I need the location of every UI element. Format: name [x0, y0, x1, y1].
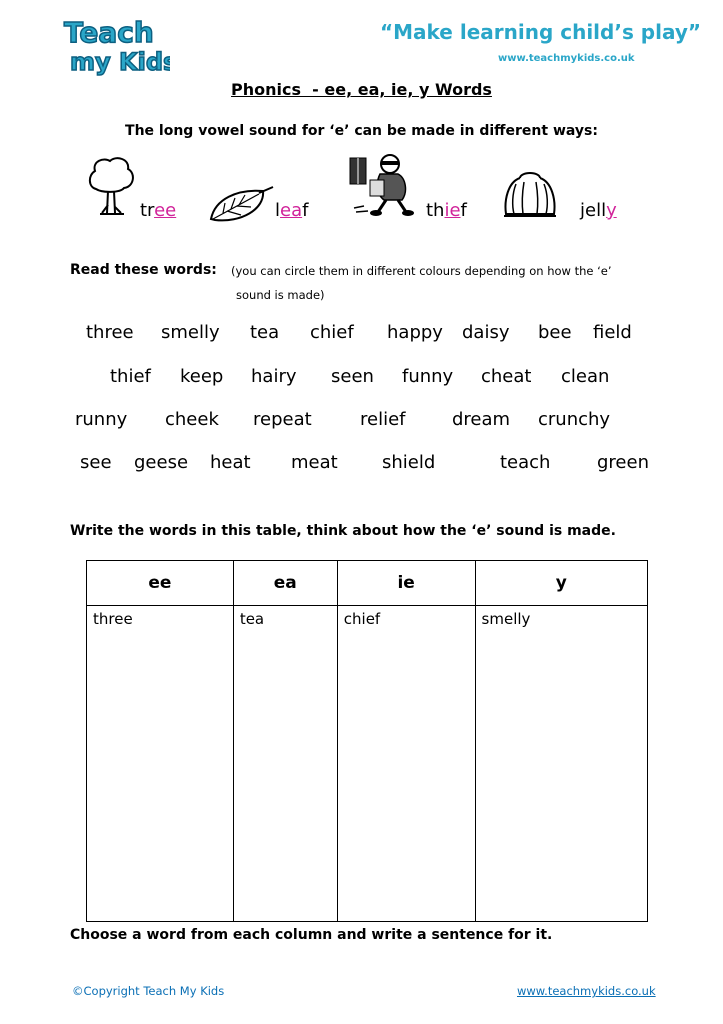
word: shield — [382, 452, 436, 473]
tagline: “Make learning child’s play” — [380, 20, 702, 44]
word: clean — [561, 366, 610, 387]
page-title: Phonics - ee, ea, ie, y Words — [231, 80, 492, 99]
word: runny — [75, 409, 128, 430]
tree-picture — [86, 155, 136, 221]
logo-text-2: my Kids — [70, 48, 170, 76]
word: field — [593, 322, 632, 343]
table-cell-ie[interactable]: chief — [337, 606, 475, 922]
word: tea — [250, 322, 280, 343]
word: relief — [360, 409, 406, 430]
word: keep — [180, 366, 224, 387]
word: hairy — [251, 366, 297, 387]
leaf-picture — [207, 185, 275, 229]
word: funny — [402, 366, 454, 387]
word: dream — [452, 409, 511, 430]
example-word-leaf: leaf — [275, 200, 309, 221]
word: three — [86, 322, 134, 343]
word: see — [80, 452, 112, 473]
table-cell-y[interactable]: smelly — [475, 606, 647, 922]
intro-text: The long vowel sound for ‘e’ can be made in different ways: — [125, 123, 598, 139]
sorting-table — [86, 560, 648, 922]
word: green — [597, 452, 649, 473]
column-header-ea: ea — [233, 561, 337, 606]
word: meat — [291, 452, 338, 473]
word: cheat — [481, 366, 532, 387]
column-header-y: y — [475, 561, 647, 606]
word: happy — [387, 322, 443, 343]
example-word-thief: thief — [426, 200, 467, 221]
header-website[interactable]: www.teachmykids.co.uk — [498, 53, 635, 64]
word: chief — [310, 322, 354, 343]
footer-copyright: ©Copyright Teach My Kids — [72, 984, 225, 998]
word: thief — [110, 366, 151, 387]
word: cheek — [165, 409, 219, 430]
thief-picture — [346, 152, 418, 222]
read-words-note-line2: sound is made) — [236, 288, 325, 302]
word: heat — [210, 452, 251, 473]
read-words-heading: Read these words: — [70, 262, 217, 278]
table-instruction: Write the words in this table, think about how the ‘e’ sound is made. — [70, 523, 616, 539]
table-cell-ea[interactable]: tea — [233, 606, 337, 922]
word: seen — [331, 366, 374, 387]
word: crunchy — [538, 409, 611, 430]
example-word-tree: tree — [140, 200, 177, 221]
word: repeat — [253, 409, 312, 430]
example-word-jelly: jelly — [580, 200, 617, 221]
footer-website-link[interactable]: www.teachmykids.co.uk — [517, 984, 656, 998]
column-header-ie: ie — [337, 561, 475, 606]
word: daisy — [462, 322, 510, 343]
table-cell-ee[interactable]: three — [87, 606, 234, 922]
sentence-instruction: Choose a word from each column and write a sentence for it. — [70, 927, 553, 943]
jelly-picture — [502, 170, 558, 224]
teach-my-kids-logo — [60, 14, 170, 76]
read-words-note-line1: (you can circle them in different colours depending on how the ‘e’ — [231, 264, 612, 278]
logo-text-1: Teach — [64, 16, 154, 49]
word: geese — [134, 452, 189, 473]
column-header-ee: ee — [87, 561, 234, 606]
word: bee — [538, 322, 572, 343]
word: smelly — [161, 322, 220, 343]
word: teach — [500, 452, 551, 473]
